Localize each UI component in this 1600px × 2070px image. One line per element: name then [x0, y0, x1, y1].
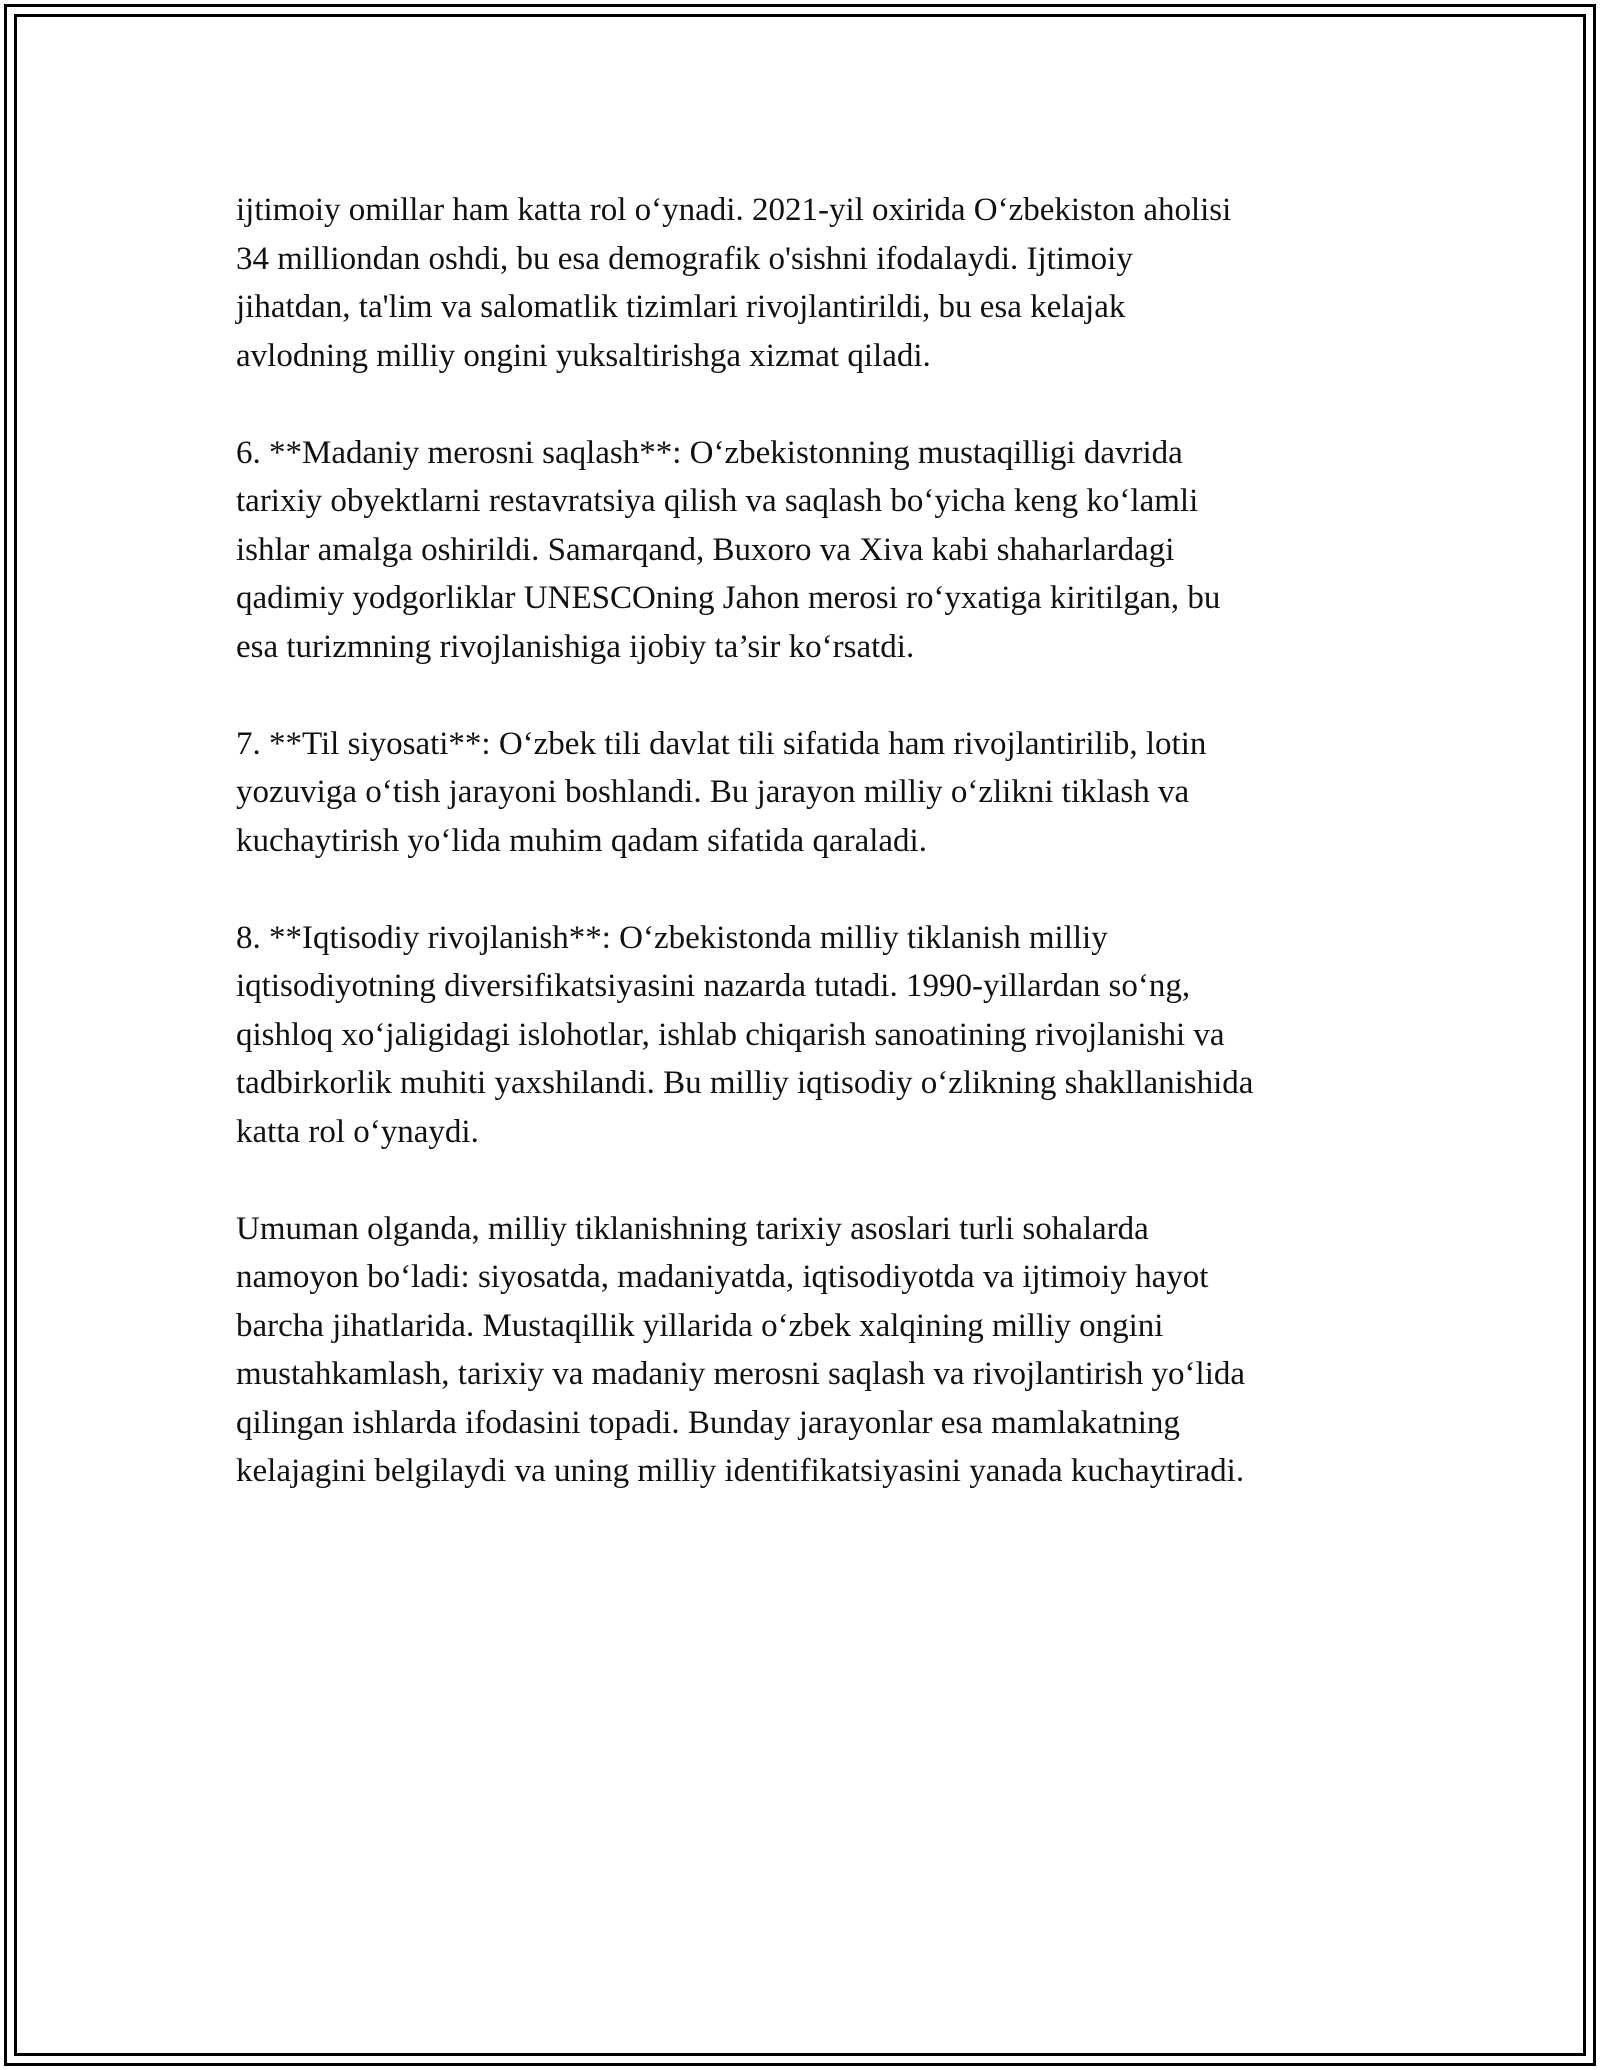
paragraph-social-factors: ijtimoiy omillar ham katta rol o‘ynadi. 2021-yil oxirida O‘zbekiston aholisi 34 milliondan oshdi, bu esa demografik o'sishni ifodalaydi. Ijtimoiy jihatdan, ta'lim va salomatlik tizimlari rivojlantirildi, bu esa kelajak avlodning milliy ongini yuksaltirishga xizmat qiladi. [236, 192, 1232, 374]
paragraph-conclusion: Umuman olganda, milliy tiklanishning tarixiy asoslari turli sohalarda namoyon bo‘ladi: siyosatda, madaniyatda, iqtisodiyotda va ijtimoiy hayot barcha jihatlarida. Mustaqillik yillarida o‘zbek xalqining milliy ongini mustahkamlash, tarixiy va madaniy merosni saqlash va rivojlantirish yo‘lida qilingan ishlarda ifodasini topadi. Bunday jarayonlar esa mamlakatning kelajagini belgilaydi va uning milliy identifikatsiyasini yanada kuchaytiradi. [236, 1210, 1246, 1489]
paragraph-cultural-heritage: 6. **Madaniy merosni saqlash**: O‘zbekistonning mustaqilligi davrida tarixiy obyektlarni restavratsiya qilish va saqlash bo‘yicha keng ko‘lamli ishlar amalga oshirildi. Samarqand, Buxoro va Xiva kabi shaharlardagi qadimiy yodgorliklar UNESCOning Jahon merosi ro‘yxatiga kiritilgan, bu esa turizmning rivojlanishiga ijobiy ta’sir ko‘rsatdi. [236, 434, 1221, 665]
document-body [236, 186, 1376, 1496]
paragraph-language-policy: 7. **Til siyosati**: O‘zbek tili davlat tili sifatida ham rivojlantirilib, lotin yozuviga o‘tish jarayoni boshlandi. Bu jarayon milliy o‘zlikni tiklash va kuchaytirish yo‘lida muhim qadam sifatida qaraladi. [236, 725, 1207, 859]
paragraph-economic-development: 8. **Iqtisodiy rivojlanish**: O‘zbekistonda milliy tiklanish milliy iqtisodiyotning diversifikatsiyasini nazarda tutadi. 1990-yillardan so‘ng, qishloq xo‘jaligidagi islohotlar, ishlab chiqarish sanoatining rivojlanishi va tadbirkorlik muhiti yaxshilandi. Bu milliy iqtisodiy o‘zlikning shakllanishida katta rol o‘ynaydi. [236, 919, 1254, 1150]
